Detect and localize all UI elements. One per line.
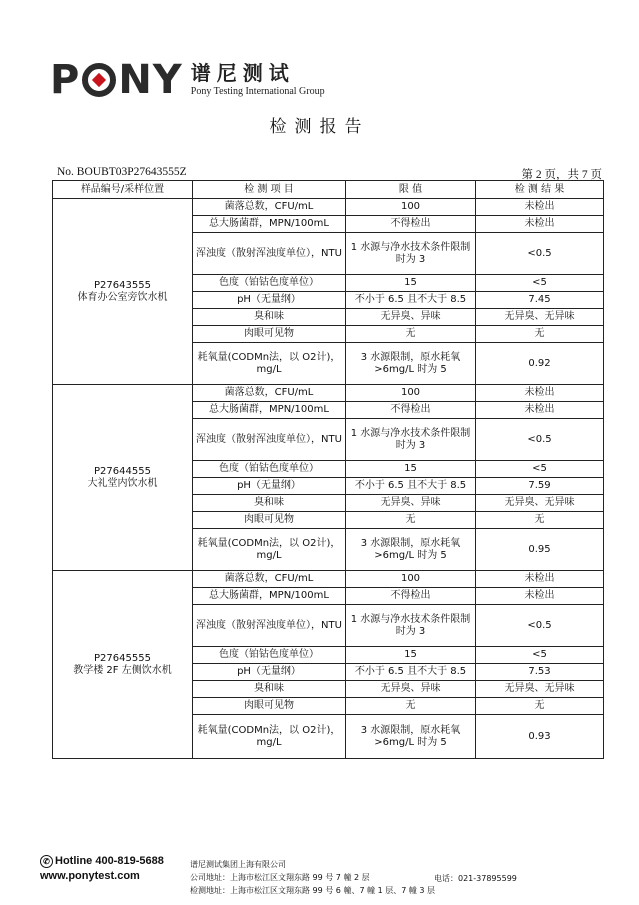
cell-result: <5 [476,647,604,664]
cell-item: 菌落总数，CFU/mL [193,571,346,588]
cell-limit: 1 水源与净水技术条件限制时为 3 [346,419,476,461]
cell-result: 无异臭、无异味 [476,681,604,698]
cell-result: <0.5 [476,419,604,461]
company-name: 谱尼测试集团上海有限公司 [190,860,286,869]
cell-limit: 1 水源与净水技术条件限制时为 3 [346,605,476,647]
phone-icon: ✆ [40,855,53,868]
cell-item: pH（无量纲） [193,664,346,681]
cell-item: 色度（铂钴色度单位） [193,647,346,664]
cell-limit: 不小于 6.5 且不大于 8.5 [346,664,476,681]
footer-phone: 电话：021-37895599 [434,874,517,883]
sample-id: P27645555 [94,652,151,664]
logo-letters-ny: NY [118,57,183,103]
cell-item: 菌落总数，CFU/mL [193,385,346,402]
cell-result: 7.45 [476,292,604,309]
table-body [53,199,604,759]
cell-limit: 15 [346,275,476,292]
cell-result: 7.59 [476,478,604,495]
cell-limit: 不小于 6.5 且不大于 8.5 [346,478,476,495]
cell-limit: 15 [346,647,476,664]
cell-limit: 无 [346,512,476,529]
page-number: 第 2 页，共 7 页 [521,169,602,181]
cell-item: 臭和味 [193,681,346,698]
cell-item: 耗氧量(CODMn法，以 O2计)，mg/L [193,715,346,759]
cell-item: 浑浊度（散射浑浊度单位），NTU [193,605,346,647]
cell-limit: 不得检出 [346,588,476,605]
table-row [53,199,604,216]
cell-result: 0.93 [476,715,604,759]
cell-result: <5 [476,275,604,292]
cell-result: 0.92 [476,343,604,385]
logo-o-mark-icon [82,63,116,97]
sample-id: P27643555 [94,279,151,291]
cell-limit: 1 水源与净水技术条件限制时为 3 [346,233,476,275]
sample-cell [53,199,193,385]
cell-result: 未检出 [476,588,604,605]
table-row [53,571,604,588]
cell-item: 臭和味 [193,495,346,512]
cell-item: 总大肠菌群，MPN/100mL [193,402,346,419]
header-item: 检 测 项 目 [193,181,346,199]
cell-result: 未检出 [476,402,604,419]
footer-addresses [190,858,435,897]
hotline [40,854,164,869]
hotline-text: Hotline 400-819-5688 [55,855,164,867]
cell-result: 无 [476,326,604,343]
results-table [52,180,604,759]
cell-item: 总大肠菌群，MPN/100mL [193,216,346,233]
cell-item: 肉眼可见物 [193,326,346,343]
footer-contact [40,854,164,884]
cell-result: 未检出 [476,385,604,402]
logo-chinese-name: 谱尼测试 [190,61,295,85]
logo-english-name: Pony Testing International Group [190,86,325,97]
cell-limit: 100 [346,199,476,216]
website: www.ponytest.com [40,870,140,882]
cell-item: 色度（铂钴色度单位） [193,275,346,292]
cell-item: 色度（铂钴色度单位） [193,461,346,478]
cell-result: <5 [476,461,604,478]
cell-item: 臭和味 [193,309,346,326]
company-address: 公司地址：上海市松江区文翔东路 99 号 7 幢 2 层 [190,873,370,882]
header-result: 检 测 结 果 [476,181,604,199]
sample-location: 大礼堂内饮水机 [87,477,158,489]
cell-item: 总大肠菌群，MPN/100mL [193,588,346,605]
cell-limit: 无异臭、异味 [346,495,476,512]
header-limit: 限 值 [346,181,476,199]
report-title: 检测报告 [269,117,370,137]
cell-limit: 不得检出 [346,216,476,233]
logo-wordmark [50,58,183,102]
cell-item: 耗氧量(CODMn法，以 O2计)，mg/L [193,529,346,571]
cell-limit: 100 [346,385,476,402]
cell-result: 无 [476,512,604,529]
table-header-row [53,181,604,199]
cell-limit: 100 [346,571,476,588]
cell-item: 浑浊度（散射浑浊度单位），NTU [193,233,346,275]
logo-letter-p: P [50,57,81,103]
cell-item: 肉眼可见物 [193,698,346,715]
lab-address: 检测地址：上海市松江区文翔东路 99 号 6 幢、7 幢 1 层、7 幢 3 层 [190,886,436,895]
company-logo [50,58,325,102]
header-sample: 样品编号/采样位置 [53,181,193,199]
cell-limit: 无异臭、异味 [346,681,476,698]
cell-item: 耗氧量(CODMn法，以 O2计)，mg/L [193,343,346,385]
sample-id: P27644555 [94,465,151,477]
sample-cell [53,571,193,759]
cell-item: pH（无量纲） [193,478,346,495]
sample-location: 教学楼 2F 左侧饮水机 [73,664,172,676]
cell-limit: 无 [346,326,476,343]
cell-item: 肉眼可见物 [193,512,346,529]
cell-result: 无异臭、无异味 [476,495,604,512]
cell-result: 未检出 [476,216,604,233]
cell-limit: 3 水源限制，原水耗氧>6mg/L 时为 5 [346,343,476,385]
sample-cell [53,385,193,571]
cell-item: 浑浊度（散射浑浊度单位），NTU [193,419,346,461]
report-number: No. BOUBT03P27643555Z [57,166,187,178]
cell-limit: 15 [346,461,476,478]
cell-result: <0.5 [476,605,604,647]
cell-item: 菌落总数，CFU/mL [193,199,346,216]
cell-result: 无异臭、无异味 [476,309,604,326]
sample-location: 体育办公室旁饮水机 [77,291,168,303]
cell-limit: 3 水源限制，原水耗氧>6mg/L 时为 5 [346,715,476,759]
cell-result: 7.53 [476,664,604,681]
cell-result: 未检出 [476,199,604,216]
cell-limit: 无异臭、异味 [346,309,476,326]
cell-item: pH（无量纲） [193,292,346,309]
cell-result: <0.5 [476,233,604,275]
cell-limit: 不小于 6.5 且不大于 8.5 [346,292,476,309]
cell-result: 无 [476,698,604,715]
table-row [53,385,604,402]
cell-limit: 3 水源限制，原水耗氧>6mg/L 时为 5 [346,529,476,571]
cell-result: 0.95 [476,529,604,571]
cell-result: 未检出 [476,571,604,588]
cell-limit: 不得检出 [346,402,476,419]
cell-limit: 无 [346,698,476,715]
